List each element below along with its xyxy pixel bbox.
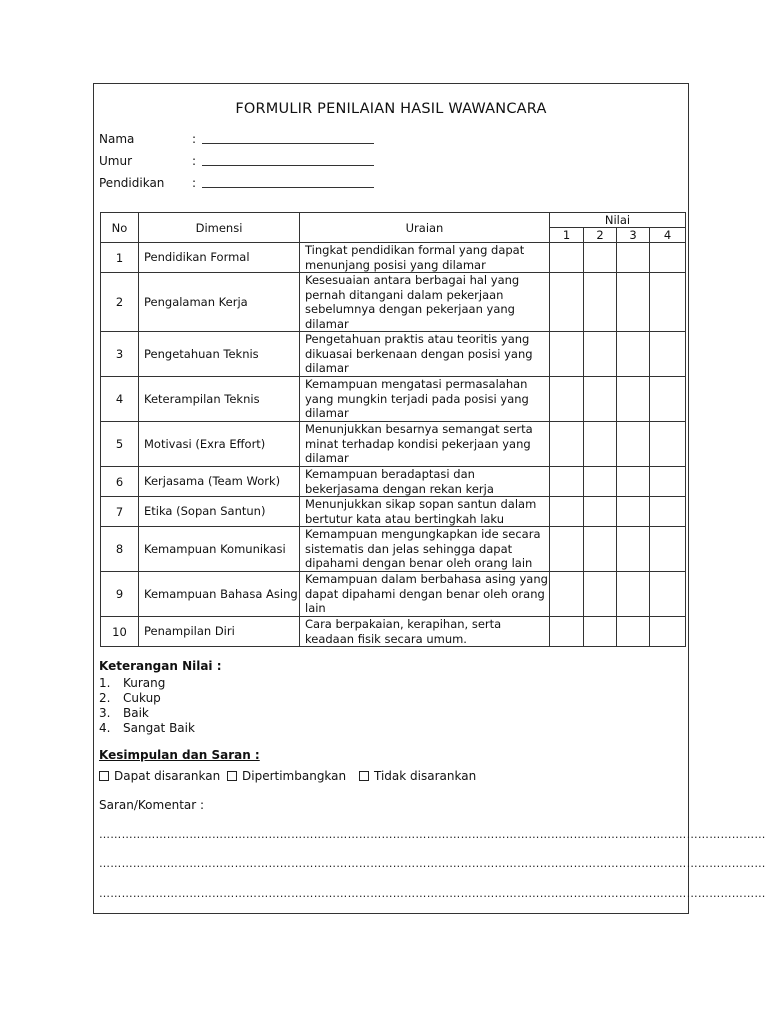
assessment-table — [100, 212, 686, 647]
name-colon: : — [192, 132, 197, 146]
row-no: 2 — [101, 273, 139, 332]
list-item-number: 4. — [99, 721, 111, 735]
header-dimensi: Dimensi — [139, 213, 300, 243]
table-row — [101, 497, 686, 527]
score-cell-2[interactable] — [584, 332, 617, 377]
score-cell-4[interactable] — [650, 422, 686, 467]
row-no: 6 — [101, 467, 139, 497]
score-cell-4[interactable] — [650, 332, 686, 377]
row-uraian: Pengetahuan praktis atau teoritis yang dikuasai berkenaan dengan posisi yang dilamar — [300, 332, 550, 377]
score-cell-1[interactable] — [550, 377, 584, 422]
score-cell-4[interactable] — [650, 243, 686, 273]
comment-line-3[interactable]: …………………………………………………………………………………………………………………………………………………………… — [99, 887, 766, 900]
score-cell-2[interactable] — [584, 497, 617, 527]
list-item-text: Kurang — [123, 676, 166, 690]
row-uraian: Kemampuan dalam berbahasa asing yang dapat dipahami dengan benar oleh orang lain — [300, 572, 550, 617]
table-row — [101, 377, 686, 422]
row-uraian: Kemampuan beradaptasi dan bekerjasama dengan rekan kerja — [300, 467, 550, 497]
score-cell-3[interactable] — [617, 332, 650, 377]
score-cell-3[interactable] — [617, 422, 650, 467]
score-cell-3[interactable] — [617, 617, 650, 647]
row-no: 4 — [101, 377, 139, 422]
option-label: Dapat disarankan — [114, 769, 221, 783]
option-label: Tidak disarankan — [374, 769, 477, 783]
score-cell-1[interactable] — [550, 332, 584, 377]
header-score-2: 2 — [584, 228, 617, 243]
score-cell-2[interactable] — [584, 243, 617, 273]
score-cell-4[interactable] — [650, 572, 686, 617]
score-cell-2[interactable] — [584, 467, 617, 497]
score-legend-title: Keterangan Nilai : — [99, 659, 222, 673]
comment-line-1[interactable]: …………………………………………………………………………………………………………………………………………………………… — [99, 828, 766, 841]
row-uraian: Kesesuaian antara berbagai hal yang pernah ditangani dalam pekerjaan sebelumnya dengan pekerjaan yang dilamar — [300, 273, 550, 332]
row-uraian: Menunjukkan sikap sopan santun dalam bertutur kata atau bertingkah laku — [300, 497, 550, 527]
row-no: 9 — [101, 572, 139, 617]
score-cell-1[interactable] — [550, 527, 584, 572]
list-item-text: Cukup — [123, 691, 161, 705]
age-blank-line[interactable] — [202, 165, 374, 166]
score-cell-4[interactable] — [650, 467, 686, 497]
score-cell-4[interactable] — [650, 527, 686, 572]
score-cell-3[interactable] — [617, 572, 650, 617]
education-blank-line[interactable] — [202, 187, 374, 188]
row-no: 5 — [101, 422, 139, 467]
score-cell-3[interactable] — [617, 467, 650, 497]
checkbox-icon[interactable] — [359, 771, 369, 781]
row-dimensi: Kemampuan Komunikasi — [139, 527, 300, 572]
score-cell-1[interactable] — [550, 467, 584, 497]
header-score-4: 4 — [650, 228, 686, 243]
option-label: Dipertimbangkan — [242, 769, 347, 783]
header-uraian: Uraian — [300, 213, 550, 243]
row-dimensi: Pengalaman Kerja — [139, 273, 300, 332]
header-no: No — [101, 213, 139, 243]
header-nilai: Nilai — [550, 213, 686, 228]
table-row — [101, 332, 686, 377]
comment-label: Saran/Komentar : — [99, 798, 205, 812]
score-cell-4[interactable] — [650, 617, 686, 647]
row-dimensi: Kerjasama (Team Work) — [139, 467, 300, 497]
score-cell-3[interactable] — [617, 377, 650, 422]
list-item — [99, 721, 239, 736]
list-item-number: 2. — [99, 691, 111, 705]
conclusion-title: Kesimpulan dan Saran : — [99, 748, 260, 762]
education-colon: : — [192, 176, 197, 190]
age-colon: : — [192, 154, 197, 168]
score-cell-1[interactable] — [550, 572, 584, 617]
row-dimensi: Pengetahuan Teknis — [139, 332, 300, 377]
option-considered[interactable] — [227, 769, 346, 783]
table-row — [101, 422, 686, 467]
score-cell-4[interactable] — [650, 273, 686, 332]
row-dimensi: Etika (Sopan Santun) — [139, 497, 300, 527]
list-item — [99, 691, 239, 706]
row-no: 1 — [101, 243, 139, 273]
score-cell-1[interactable] — [550, 617, 584, 647]
list-item — [99, 706, 239, 721]
option-recommended[interactable] — [99, 769, 220, 783]
table-row — [101, 273, 686, 332]
row-uraian: Menunjukkan besarnya semangat serta minat terhadap kondisi pekerjaan yang dilamar — [300, 422, 550, 467]
name-blank-line[interactable] — [202, 143, 374, 144]
table-row — [101, 243, 686, 273]
row-no: 3 — [101, 332, 139, 377]
table-row — [101, 617, 686, 647]
education-label: Pendidikan — [99, 176, 165, 190]
row-dimensi: Kemampuan Bahasa Asing — [139, 572, 300, 617]
name-label: Nama — [99, 132, 135, 146]
score-cell-2[interactable] — [584, 422, 617, 467]
score-cell-2[interactable] — [584, 273, 617, 332]
score-cell-3[interactable] — [617, 273, 650, 332]
score-cell-2[interactable] — [584, 377, 617, 422]
age-label: Umur — [99, 154, 133, 168]
row-uraian: Kemampuan mengatasi permasalahan yang mungkin terjadi pada posisi yang dilamar — [300, 377, 550, 422]
table-row — [101, 527, 686, 572]
score-cell-1[interactable] — [550, 422, 584, 467]
list-item — [99, 676, 239, 691]
row-no: 7 — [101, 497, 139, 527]
score-cell-3[interactable] — [617, 527, 650, 572]
score-cell-1[interactable] — [550, 497, 584, 527]
list-item-number: 3. — [99, 706, 111, 720]
score-cell-3[interactable] — [617, 497, 650, 527]
score-cell-1[interactable] — [550, 273, 584, 332]
row-no: 8 — [101, 527, 139, 572]
score-cell-2[interactable] — [584, 572, 617, 617]
score-cell-2[interactable] — [584, 527, 617, 572]
form-title: FORMULIR PENILAIAN HASIL WAWANCARA — [235, 101, 547, 117]
table-row — [101, 572, 686, 617]
score-legend-list — [99, 676, 239, 736]
row-uraian: Tingkat pendidikan formal yang dapat menunjang posisi yang dilamar — [300, 243, 550, 273]
row-dimensi: Keterampilan Teknis — [139, 377, 300, 422]
row-dimensi: Motivasi (Exra Effort) — [139, 422, 300, 467]
row-dimensi: Penampilan Diri — [139, 617, 300, 647]
header-score-1: 1 — [550, 228, 584, 243]
score-cell-4[interactable] — [650, 377, 686, 422]
row-dimensi: Pendidikan Formal — [139, 243, 300, 273]
header-score-3: 3 — [617, 228, 650, 243]
row-no: 10 — [101, 617, 139, 647]
list-item-text: Baik — [123, 706, 149, 720]
score-cell-2[interactable] — [584, 617, 617, 647]
checkbox-icon[interactable] — [99, 771, 109, 781]
list-item-number: 1. — [99, 676, 111, 690]
checkbox-icon[interactable] — [227, 771, 237, 781]
comment-line-2[interactable]: …………………………………………………………………………………………………………………………………………………………… — [99, 857, 766, 870]
score-cell-4[interactable] — [650, 497, 686, 527]
row-uraian: Cara berpakaian, kerapihan, serta keadaan fisik secara umum. — [300, 617, 550, 647]
option-not-recommended[interactable] — [359, 769, 476, 783]
score-cell-3[interactable] — [617, 243, 650, 273]
interview-assessment-form — [93, 83, 766, 914]
score-cell-1[interactable] — [550, 243, 584, 273]
table-row — [101, 467, 686, 497]
row-uraian: Kemampuan mengungkapkan ide secara sistematis dan jelas sehingga dapat dipahami dengan benar oleh orang lain — [300, 527, 550, 572]
list-item-text: Sangat Baik — [123, 721, 195, 735]
